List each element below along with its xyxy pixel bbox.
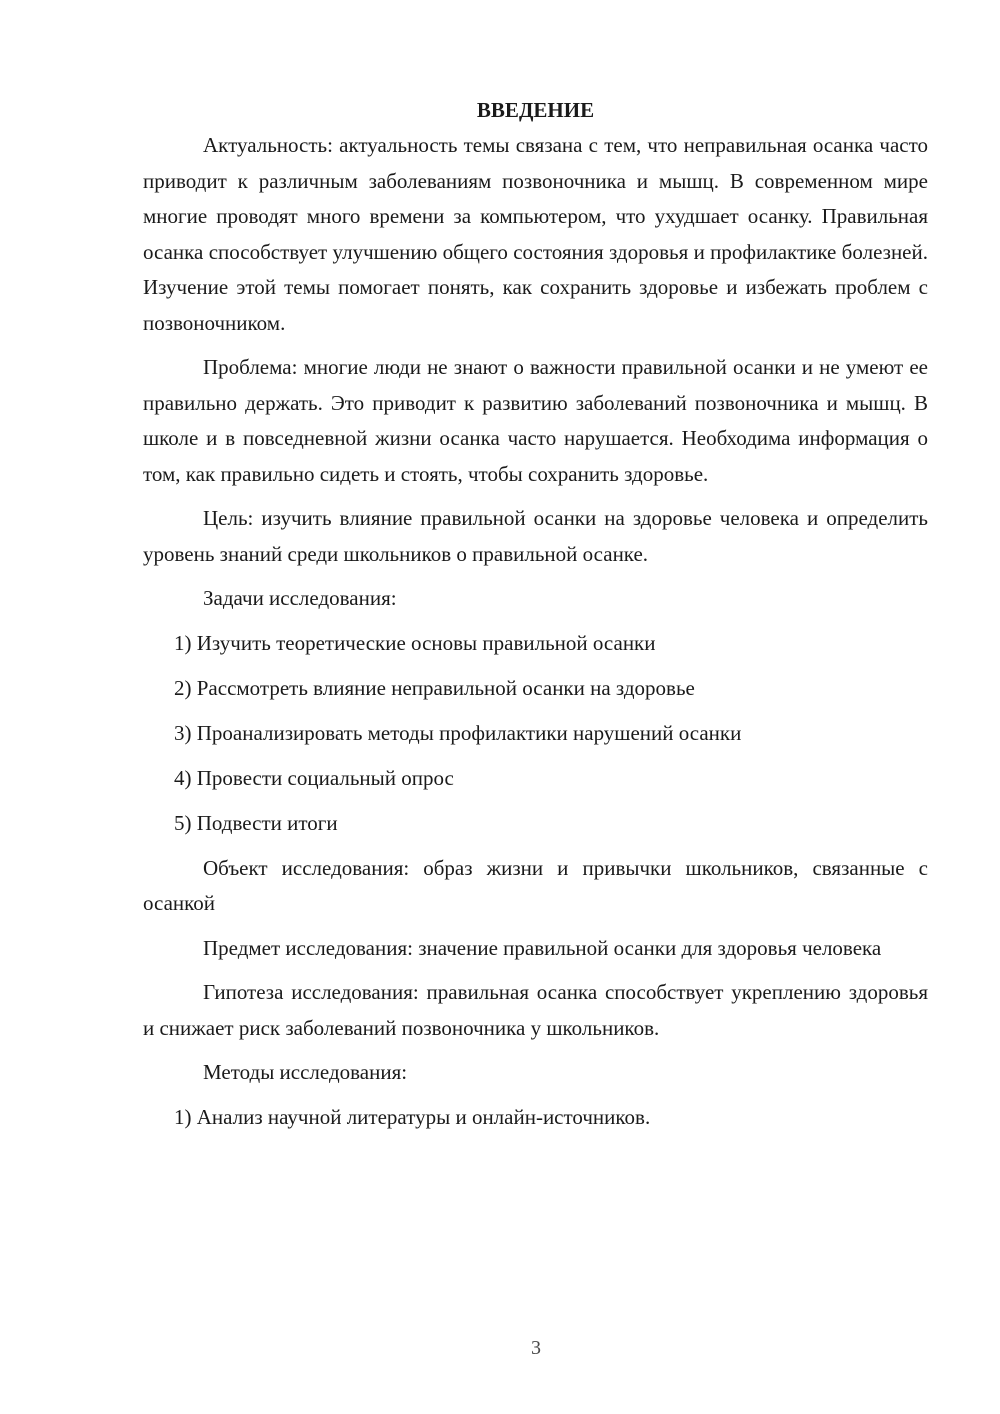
list-item: 3) Проанализировать методы профилактики нарушений осанки [174, 720, 742, 745]
tasks-list [143, 626, 928, 842]
methods-list [143, 1100, 928, 1136]
list-item: 2) Рассмотреть влияние неправильной осанки на здоровье [174, 675, 695, 700]
section-title: ВВЕДЕНИЕ [476, 98, 595, 122]
list-item: 1) Анализ научной литературы и онлайн-источников. [174, 1104, 651, 1129]
paragraph-problem: Проблема: многие люди не знают о важности правильной осанки и не умеют ее правильно держать. Это приводит к развитию заболеваний позвоночника и мышц. В школе и в повседневной жизни осанка часто нарушается. Необходима информация о том, как правильно сидеть и стоять, чтобы сохранить здоровье. [143, 355, 928, 486]
paragraph-subject: Предмет исследования: значение правильной осанки для здоровья человека [203, 935, 882, 960]
paragraph-hypothesis: Гипотеза исследования: правильная осанка способствует укреплению здоровья и снижает риск заболеваний позвоночника у школьников. [143, 980, 928, 1040]
paragraph-goal: Цель: изучить влияние правильной осанки на здоровье человека и определить уровень знаний среди школьников о правильной осанке. [143, 506, 928, 566]
document-page [143, 92, 928, 1145]
paragraph-relevance: Актуальность: актуальность темы связана с тем, что неправильная осанка часто приводит к различным заболеваниям позвоночника и мышц. В современном мире многие проводят много времени за компьютером, что ухудшает осанку. Правильная осанка способствует улучшению общего состояния здоровья и профилактике болезней. Изучение этой темы помогает понять, как сохранить здоровье и избежать проблем с позвоночником. [143, 133, 928, 335]
tasks-heading: Задачи исследования: [203, 586, 397, 610]
paragraph-object: Объект исследования: образ жизни и привычки школьников, связанные с осанкой [143, 855, 928, 915]
list-item: 1) Изучить теоретические основы правильной осанки [174, 630, 656, 655]
list-item: 4) Провести социальный опрос [174, 765, 454, 790]
page-number: 3 [531, 1337, 541, 1359]
list-item: 5) Подвести итоги [174, 810, 338, 835]
methods-heading: Методы исследования: [203, 1060, 408, 1084]
